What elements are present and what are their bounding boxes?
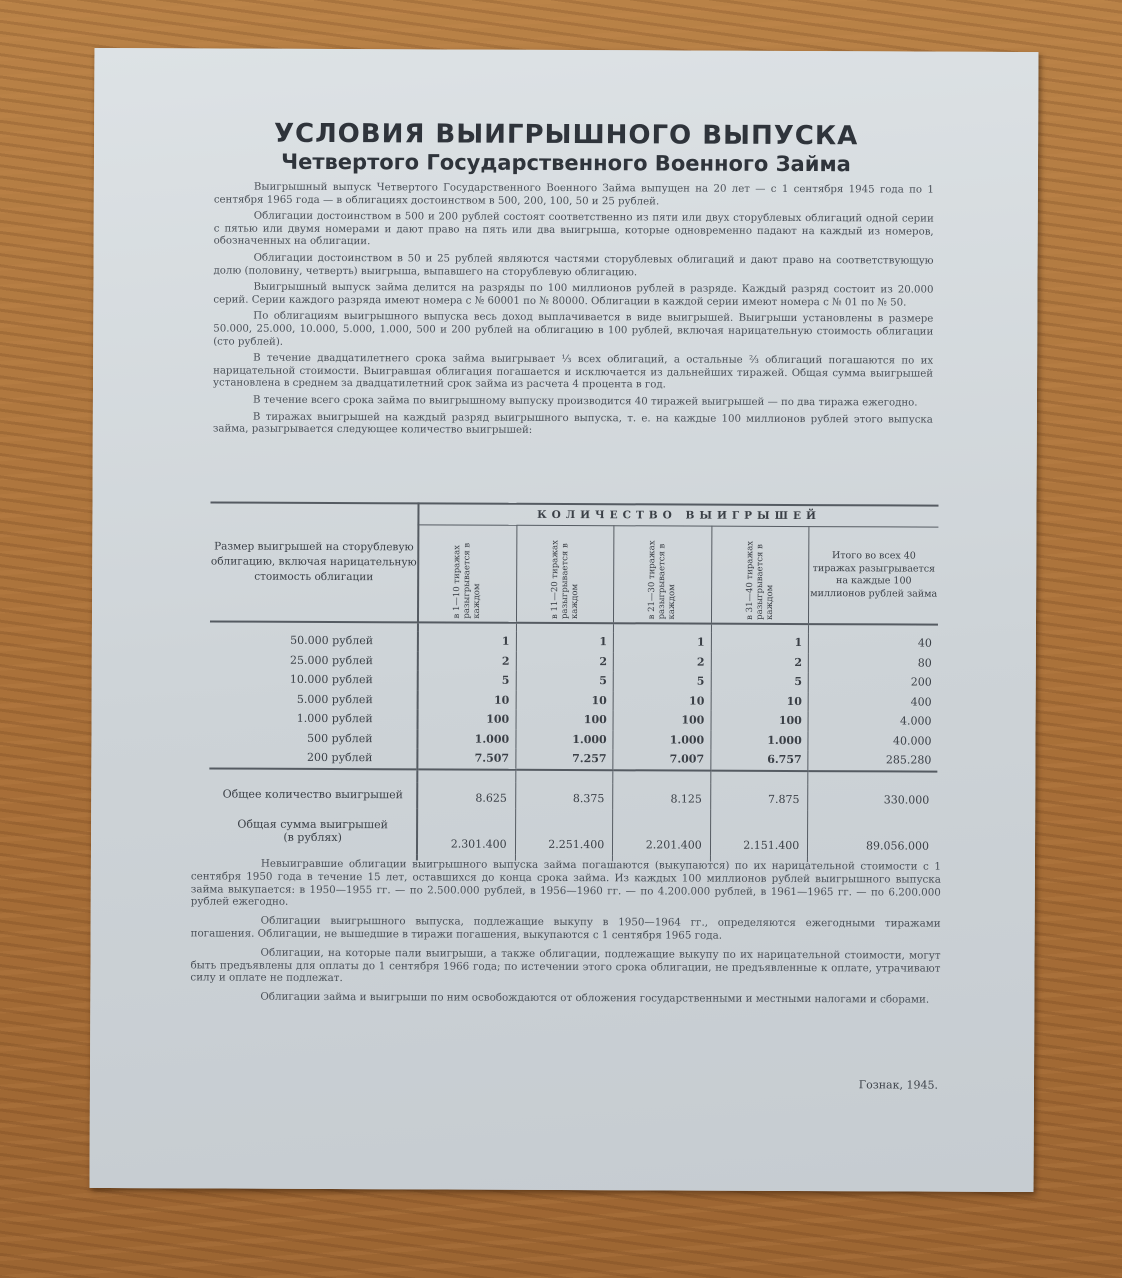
table-total-sum-row: Общая сумма выигрышей (в рублях) 2.301.400 2.251.400 2.201.400 2.151.400 89.056.000 — [209, 807, 937, 856]
table-row: 25.000 рублей 2 2 2 2 80 — [210, 650, 938, 673]
document-sheet — [90, 48, 1039, 1192]
paragraph: Облигации, на которые пали выигрыши, а также облигации, подлежащие выкупу по их нарицательной стоимости, могут быть предъявлены для оплаты до 1 сентября 1966 года; по истечении этого срока облигации, не предъявленные к оплате, утрачивают силу и оплате не подлежат. — [190, 946, 941, 985]
paragraph: Облигации займа и выигрыши по ним освобождаются от обложения государственными и местными налогами и сборами. — [260, 990, 930, 1006]
title-line-1: УСЛОВИЯ ВЫИГРЫШНОГО ВЫПУСКА — [273, 118, 859, 152]
paragraph: Невыигравшие облигации выигрышного выпуска займа погашаются (выкупаются) по их нарицательной стоимости с 1 сентября 1950 года в течение 15 лет, оставшихся до конца срока займа. Из каждых 100 миллионов рублей выигрышного выпуска займа выкупается: в 1950—1955 гг. — по 2.500.000 рублей, в 1956—1960 гг. — по 4.200.000 рублей, в 1961—1965 гг. — по 6.200.000 рублей ежегодно. — [190, 857, 941, 909]
paragraph: Выигрышный выпуск Четвертого Государственного Военного Займа выпущен на 20 лет — с 1 сентября 1945 года по 1 сентября 1965 года — в облигациях достоинством в 500, 200, 100, 50 и 25 рублей. — [213, 181, 934, 208]
paragraph: В течение двадцатилетнего срока займа выигрывает ⅓ всех облигаций, а остальные ⅔ облигаций погашаются по их нарицательной стоимости. Выигравшая облигация погашается и исключается из дальнейших тиражей. Общая сумма выигрышей установлена в среднем за двадцатилетний срок займа из расчета 4 процента в год. — [213, 352, 934, 391]
closing-text — [190, 857, 941, 1012]
table-column-header: в 1—10 тиражах разыгрывается в каждом — [452, 542, 483, 619]
winnings-table — [209, 501, 939, 862]
paragraph: В течение всего срока займа по выигрышному выпуску производится 40 тиражей выигрышей — по два тиража ежегодно. — [252, 394, 918, 409]
paragraph: В тиражах выигрышей на каждый разряд выигрышного выпуска, т. е. на каждые 100 миллионов рублей этого выпуска займа, разыгрывается следующее количество выигрышей: — [212, 411, 933, 436]
table-row: 500 рублей 1.000 1.000 1.000 1.000 40.000 — [209, 728, 937, 751]
table-column-header: в 11—20 тиражах разыгрывается в каждом — [516, 525, 614, 623]
paragraph: Облигации достоинством в 500 и 200 рублей состоят соответственно из пяти или двух сторублевых облигаций одной серии с пятью или двумя номерами и дают право на пять или два выигрыша, которые одновременно падают на каждый из номеров, обозначенных на облигации. — [213, 210, 934, 248]
table-total-count-row: Общее количество выигрышей 8.625 8.375 8.125 7.875 330.000 — [209, 781, 937, 810]
paragraph: По облигациям выигрышного выпуска весь доход выплачивается в виде выигрышей. Выигрыши установлены в размере 50.000, 25.000, 10.000, 5.000, 1.000, 500 и 200 рублей на облигацию в 100 рублей, включая нарицательную стоимость облигации (сто рублей). — [213, 310, 934, 348]
paragraph: Выигрышный выпуск займа делится на разряды по 100 миллионов рублей в разряде. Каждый разряд состоит из 20.000 серий. Серии каждого разряда имеют номера с № 60001 по № 80000. Облигации в каждой серии имеют номера с № 01 по № 50. — [213, 281, 934, 309]
table-left-header: Размер выигрышей на сторублевую облигацию, включая нарицательную стоимость облигации — [210, 502, 419, 622]
paragraph: Облигации выигрышного выпуска, подлежащие выкупу в 1950—1964 гг., определяются ежегодными тиражами погашения. Облигации, не вышедшие в тиражи погашения, выкупаются с 1 сентября 1965 года. — [190, 914, 941, 942]
table-row: 1.000 рублей 100 100 100 100 4.000 — [210, 708, 938, 731]
table-row: 10.000 рублей 5 5 5 5 200 — [210, 669, 938, 692]
table-column-header: в 21—30 тиражах разыгрывается в каждом — [614, 526, 712, 624]
table-group-header: КОЛИЧЕСТВО ВЫИГРЫШЕЙ — [419, 503, 939, 527]
table-row: 200 рублей 7.507 7.257 7.007 6.757 285.280 — [209, 747, 937, 771]
printer-imprint: Гознак, 1945. — [858, 1078, 939, 1092]
title-line-2: Четвертого Государственного Военного Займа — [281, 149, 851, 177]
table-total-header: Итого во всех 40 тиражах разыгрывается на каждые 100 миллионов рублей займа — [809, 527, 939, 625]
paragraph: Облигации достоинством в 50 и 25 рублей являются частями сторублевых облигаций и дают право на соответствующую долю (половину, четверть) выигрыша, выпавшего на сторублевую облигацию. — [213, 252, 934, 278]
total-sum-unit: (в рублях) — [283, 830, 342, 844]
table-row: 5.000 рублей 10 10 10 10 400 — [210, 689, 938, 712]
table-column-header: в 31—40 тиражах разыгрывается в каждом — [711, 526, 809, 624]
intro-text — [213, 181, 934, 443]
table-row: 50.000 рублей 1 1 1 1 40 — [210, 630, 938, 653]
total-sum-label: Общая сумма выигрышей — [237, 817, 388, 831]
